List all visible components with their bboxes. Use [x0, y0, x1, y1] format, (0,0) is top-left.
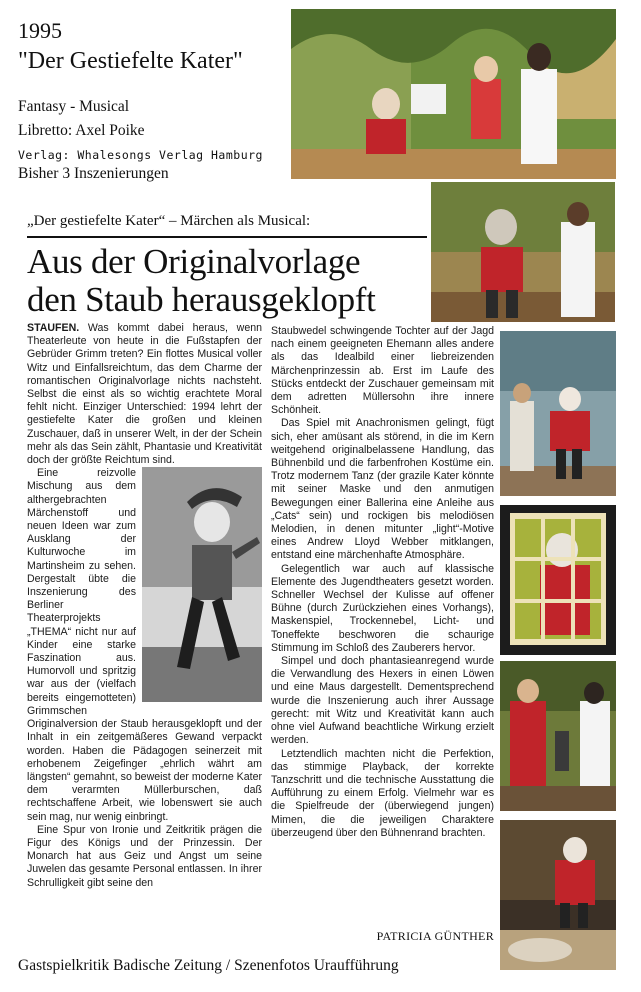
paragraph: Letztendlich machten nicht die Perfektion, das stimmige Playback, der korrekte Tanzschritt und die technische Ausstattung die Aufführung zu einem Erfolg. Vielmehr war es die Spielfreude der (überwiegend jungen) Mimen, die die jeweiligen Charaktere überzeugend über den Bühnenrand brachten.: [271, 747, 494, 839]
production-title: "Der Gestiefelte Kater": [18, 48, 243, 74]
headline-line-1: Aus der Originalvorlage: [27, 242, 361, 281]
production-libretto: Libretto: Axel Poike: [18, 122, 145, 139]
footer-caption: Gastspielkritik Badische Zeitung / Szenenfotos Uraufführung: [18, 957, 399, 974]
article-author: PATRICIA GÜNTHER: [376, 929, 494, 943]
paragraph: Das Spiel mit Anachronismen gelingt, fügt sich, eher amüsant als störend, in die im Kern weitgehend originalbelassene Handlung, das Bühnenbild und die farbenfrohen Kostüme ein. Trotz modernem Tanz (der grazile Kater könnte mit seiner Maske und den anmutigen Bewegungen einer Ballerina eine Anleihe aus „Cats“ sein) und rockigen bis melodiösen Melodien, in denen mitunter „light“-Motive eines Andrew Lloyd Webber mitklangen, entstand eine märchenhafte Atmosphäre.: [271, 417, 494, 562]
paragraph: Simpel und doch phantasieanregend wurde die Verwandlung des Hexers in einen Löwen und eine Maus dargestellt. Dementsprechend wurde die Inszenierung auch ihrer Aussage gerecht: mit Witz und Kreativität kann auch ohne viel Aufwand beachtliche Wirkung erzielt werden.: [271, 655, 494, 747]
paragraph: Eine Spur von Ironie und Zeitkritik prägen die Figur des Königs und der Prinzessin. Der Monarch hat aus Geiz und Angst um seine Juwelen das gesamte Personal entlassen. In ihrer Schrulligkeit gibt seine den: [27, 823, 262, 889]
paragraph: Staubwedel schwingende Tochter auf der Jagd nach einem geeigneten Ehemann alles andere als das Idealbild einer liebreizenden Märchenprinzessin ab. Erst im Laufe des Stücks entdeckt der Zuschauer gemeinsam mit dem adretten Müllersohn ihre innere Schönheit.: [271, 325, 494, 417]
paragraph: [27, 322, 262, 467]
stage-photo-5: [500, 661, 616, 811]
article-headline: [27, 243, 427, 319]
production-count: Bisher 3 Inszenierungen: [18, 165, 169, 182]
paragraph: [27, 467, 262, 823]
paragraph-text: Eine reizvolle Mischung aus dem althergebrachten Märchenstoff und neuen Ideen war zum Ausklang der Kulturwoche im Martinsheim zu sehen. Dergestalt übte die Inszenierung des Berliner Theaterprojekts „THEMA“ nicht nur auf Kinder eine starke Faszination aus. Humorvoll und spritzig war aus der (vielfach bereits eingemotteten) Grimmschen Originalversion der Staub herausgeklopft und der Inhalt in ein zeitgemäßeres Gewand verpackt worden. Haben die Pädagogen seinerzeit mit erhobenem Zeigefinger „ehrlich währt am längsten“ gemahnt, so beweist der moderne Kater dem verarmten Müllerburschen, daß rechtschaffene Arbeit, wie lobenswert sie auch sein mag, nur wenig einbringt.: [27, 467, 262, 823]
article-kicker: „Der gestiefelte Kater“ – Märchen als Musical:: [27, 213, 311, 229]
stage-photo-4: [500, 505, 616, 655]
headline-line-2: den Staub herausgeklopft: [27, 280, 376, 319]
production-year: 1995: [18, 18, 62, 43]
paragraph-text: Was kommt dabei heraus, wenn Theaterleute von heute in die Fußstapfen der Gebrüder Grimm treten? Ein flottes Musical voller Witz und Einfallsreichtum, das dem Charme der romantischen Originalvorlage nichts nachsteht. Selbst die einst als so wichtig erachtete Moral fehlt nicht. Einziger Unterschied: 1994 lehrt der gestiefelte Kater die großen und kleinen Zuschauer, daß in unserer Welt, in der der Schein mehr als das Sein zählt, Phantasie und Kreativität doch der größte Reichtum sind.: [27, 322, 262, 467]
stage-photo-2: [431, 182, 615, 322]
dateline: STAUFEN.: [27, 322, 80, 334]
production-publisher: Verlag: Whalesongs Verlag Hamburg: [18, 148, 263, 162]
production-genre: Fantasy - Musical: [18, 98, 130, 115]
paragraph: Gelegentlich war auch auf klassische Elemente des Jugendtheaters gesetzt worden. Schneller Wechsel der Kulisse auf offener Bühne (durch Zurückziehen eines Vorhangs), Maskenspiel, Trockennebel, Licht- und Toneffekte beschworen die schaurige Stimmung im Schloß des Zauberers hervor.: [271, 562, 494, 654]
article-column-1: [27, 322, 262, 947]
article-inline-photo: [142, 467, 262, 702]
stage-photo-1: [291, 9, 616, 179]
kicker-divider: [27, 236, 427, 238]
stage-photo-3: [500, 331, 616, 496]
article-column-2: [271, 325, 494, 925]
stage-photo-6: [500, 820, 616, 970]
